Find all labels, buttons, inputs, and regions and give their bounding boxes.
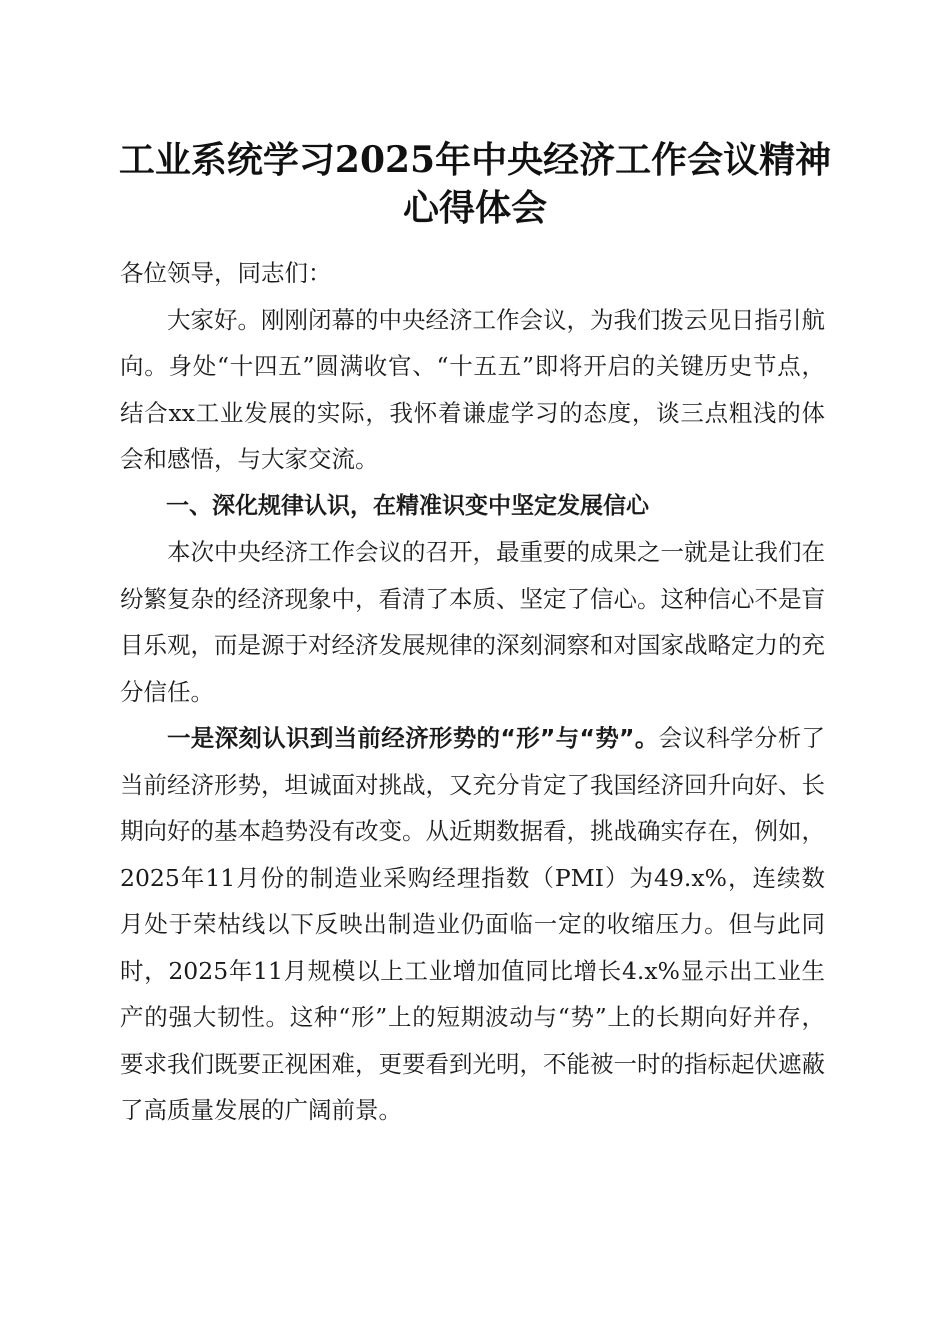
document-title-line2: 心得体会 (402, 187, 547, 229)
section1-paragraph1: 本次中央经济工作会议的召开，最重要的成果之一就是让我们在纷繁复杂的经济现象中，看清了本质、坚定了信心。这种信心不是盲目乐观，而是源于对经济发展规律的深刻洞察和对国家战略定力的充分信任。 (120, 538, 825, 706)
document-body (120, 250, 825, 1134)
salutation: 各位领导，同志们： (120, 259, 332, 287)
section1-paragraph2-lead: 一是深刻认识到当前经济形势的“形”与“势”。 (167, 724, 659, 752)
section1-paragraph2 (120, 715, 825, 1134)
section-heading-1: 一、深化规律认识，在精准识变中坚定发展信心 (166, 492, 649, 519)
document-title-line1: 工业系统学习2025年中央经济工作会议精神 (118, 139, 832, 181)
section1-paragraph2-body: 会议科学分析了当前经济形势，坦诚面对挑战，又充分肯定了我国经济回升向好、长期向好的基本趋势没有改变。从近期数据看，挑战确实存在，例如，2025年11月份的制造业采购经理指数（PMI）为49.x%，连续数月处于荣枯线以下反映出制造业仍面临一定的收缩压力。但与此同时，2025年11月规模以上工业增加值同比增长4.x%显示出工业生产的强大韧性。这种“形”上的短期波动与“势”上的长期向好并存，要求我们既要正视困难，更要看到光明，不能被一时的指标起伏遮蔽了高质量发展的广阔前景。 (120, 724, 826, 1124)
intro-paragraph: 大家好。刚刚闭幕的中央经济工作会议，为我们拨云见日指引航向。身处“十四五”圆满收官、“十五五”即将开启的关键历史节点，结合xx工业发展的实际，我怀着谦虚学习的态度，谈三点粗浅的体会和感悟，与大家交流。 (120, 305, 825, 473)
